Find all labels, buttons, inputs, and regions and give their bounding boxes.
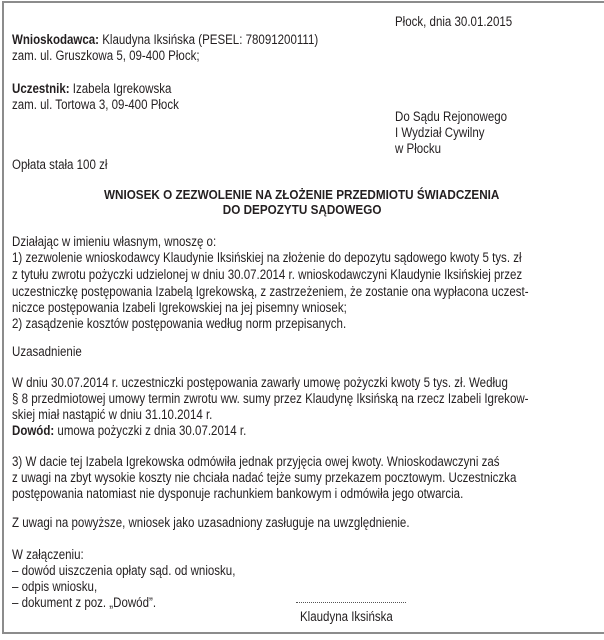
justification-line: W dniu 30.07.2014 r. uczestniczki postępowania zawarły umowę pożyczki kwoty 5 tys. zł. Według bbox=[12, 375, 508, 390]
applicant-value: Klaudyna Iksińska (PESEL: 78091200111) bbox=[99, 32, 319, 47]
fee-line: Opłata stała 100 zł bbox=[12, 157, 108, 172]
evidence-label: Dowód: bbox=[12, 423, 55, 438]
place-date: Płock, dnia 30.01.2015 bbox=[395, 14, 513, 29]
document-title-line-1: WNIOSEK O ZEZWOLENIE NA ZŁOŻENIE PRZEDMIOTU ŚWIADCZENIA bbox=[104, 187, 500, 202]
participant-address: zam. ul. Tortowa 3, 09-400 Płock bbox=[12, 97, 179, 112]
participant-line bbox=[12, 81, 171, 97]
evidence-line bbox=[12, 423, 246, 439]
attachment-item: – odpis wniosku, bbox=[12, 579, 98, 594]
participant-label: Uczestnik: bbox=[12, 81, 70, 96]
attachment-item: – dowód uiszczenia opłaty sąd. od wniosku, bbox=[12, 563, 236, 578]
document-title-line-2: DO DEPOZYTU SĄDOWEGO bbox=[222, 202, 382, 217]
participant-value: Izabela Igrekowska bbox=[69, 81, 172, 96]
petition-line: uczestniczkę postępowania Izabelą Igrekowską, z zastrzeżeniem, że zostanie ona wypłacona uczest- bbox=[12, 284, 529, 299]
applicant-label: Wnioskodawca: bbox=[12, 32, 100, 47]
justification-line: § 8 przedmiotowej umowy termin zwrotu ww. sumy przez Klaudynę Iksińską na rzecz Izabeli Igrekow- bbox=[12, 391, 529, 406]
court-line-2: I Wydział Cywilny bbox=[395, 125, 485, 140]
conclusion: Z uwagi na powyższe, wniosek jako uzasadniony zasługuje na uwzględnienie. bbox=[12, 515, 410, 530]
petition-line: 2) zasądzenie kosztów postępowania według norm przepisanych. bbox=[12, 316, 347, 331]
court-line-1: Do Sądu Rejonowego bbox=[395, 109, 508, 124]
justification-line: skiej miał nastąpić w dniu 31.10.2014 r. bbox=[12, 407, 213, 422]
petition-line: z tytułu zwrotu pożyczki udzielonej w dniu 30.07.2014 r. wnioskodawczyni Klaudynie Iksińskiej przez bbox=[12, 267, 523, 282]
justification-heading: Uzasadnienie bbox=[12, 344, 82, 359]
evidence-value: umowa pożyczki z dnia 30.07.2014 r. bbox=[54, 423, 247, 438]
justification-line: 3) W dacie tej Izabela Igrekowska odmówiła jednak przyjęcia owej kwoty. Wnioskodawczyni zaś bbox=[12, 454, 500, 469]
attachments-heading: W załączeniu: bbox=[12, 547, 84, 562]
court-line-3: w Płocku bbox=[395, 141, 442, 156]
justification-line: z uwagi na zbyt wysokie koszty nie chciała nadać tejże sumy przekazem pocztowym. Uczestniczka bbox=[12, 470, 517, 485]
petition-line: 1) zezwolenie wnioskodawcy Klaudynie Iksińskiej na złożenie do depozytu sądowego kwoty 5 tys. zł bbox=[12, 250, 522, 265]
signature-line bbox=[296, 602, 406, 603]
attachment-item: – dokument z poz. „Dowód”. bbox=[12, 595, 157, 610]
applicant-line bbox=[12, 32, 318, 48]
applicant-address: zam. ul. Gruszkowa 5, 09-400 Płock; bbox=[12, 48, 200, 63]
petition-intro: Działając w imieniu własnym, wnoszę o: bbox=[12, 234, 217, 249]
petition-line: niczce postępowania Izabeli Igrekowskiej na jej pisemny wniosek; bbox=[12, 300, 347, 315]
signature-name: Klaudyna Iksińska bbox=[300, 609, 393, 624]
justification-line: postępowania natomiast nie dysponuje rachunkiem bankowym i odmówiła jego otwarcia. bbox=[12, 486, 464, 501]
